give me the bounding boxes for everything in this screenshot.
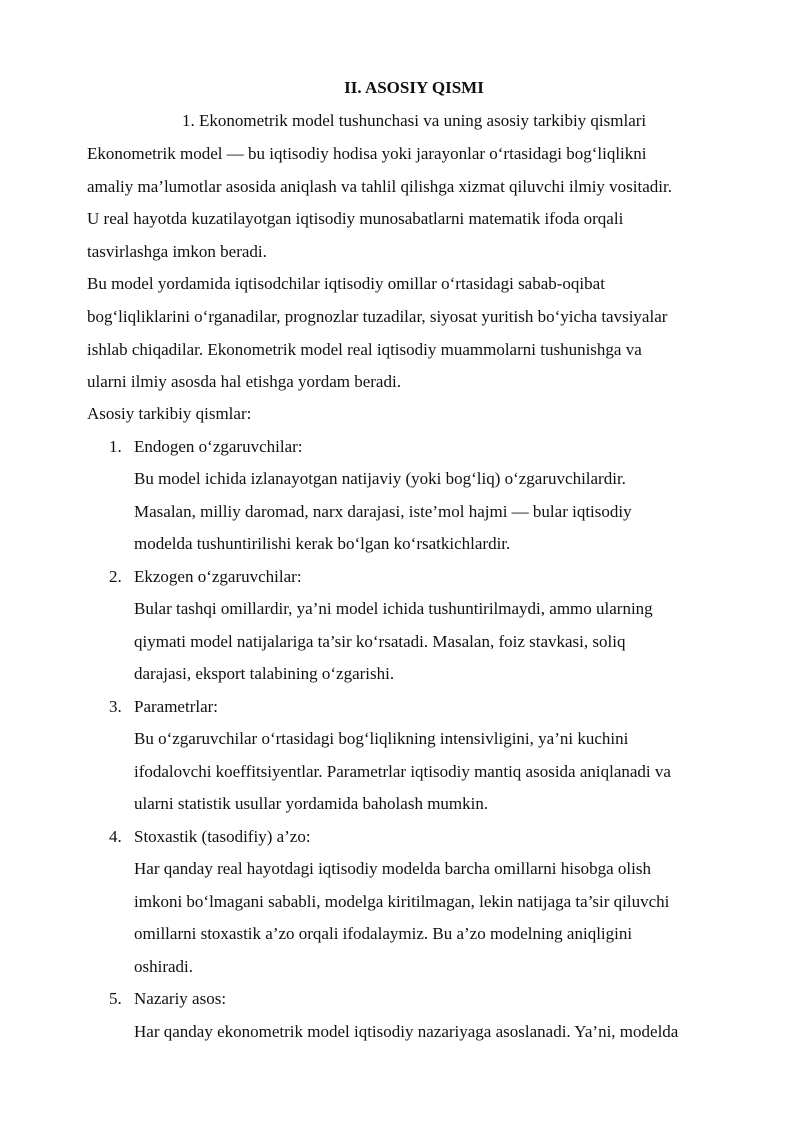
- paragraph-line: amaliy ma’lumotlar asosida aniqlash va tahlil qilishga xizmat qiluvchi ilmiy vositadir.: [87, 177, 672, 196]
- list-item-text: Bu model ichida izlanayotgan natijaviy (yoki bog‘liq) o‘zgaruvchilardir.: [134, 469, 626, 488]
- list-item-number: 1.: [109, 437, 122, 456]
- list-item-text: omillarni stoxastik a’zo orqali ifodalaymiz. Bu a’zo modelning aniqligini: [134, 924, 633, 943]
- list-item-text: ularni statistik usullar yordamida baholash mumkin.: [134, 794, 489, 813]
- list-item-text: modelda tushuntirilishi kerak bo‘lgan ko‘rsatkichlardir.: [134, 534, 511, 553]
- list-item-number: 5.: [109, 989, 122, 1008]
- list-item-text: Masalan, milliy daromad, narx darajasi, iste’mol hajmi — bular iqtisodiy: [134, 502, 632, 521]
- components-heading: Asosiy tarkibiy qismlar:: [87, 404, 252, 423]
- list-item-title: Ekzogen o‘zgaruvchilar:: [134, 567, 302, 586]
- list-item-heading: [109, 566, 302, 588]
- list-item-text: qiymati model natijalariga ta’sir ko‘rsatadi. Masalan, foiz stavkasi, soliq: [134, 632, 626, 651]
- paragraph-line: tasvirlashga imkon beradi.: [87, 242, 267, 261]
- paragraph-line: ishlab chiqadilar. Ekonometrik model real iqtisodiy muammolarni tushunishga va: [87, 340, 642, 359]
- list-item-title: Parametrlar:: [134, 697, 219, 716]
- list-item-heading: [109, 696, 218, 718]
- list-item-text: Bu o‘zgaruvchilar o‘rtasidagi bog‘liqlikning intensivligini, ya’ni kuchini: [134, 729, 629, 748]
- list-item-text: Har qanday real hayotdagi iqtisodiy modelda barcha omillarni hisobga olish: [134, 859, 651, 878]
- list-item-text: Bular tashqi omillardir, ya’ni model ichida tushuntirilmaydi, ammo ularning: [134, 599, 653, 618]
- list-item-title: Stoxastik (tasodifiy) a’zo:: [134, 827, 311, 846]
- list-item-title: Endogen o‘zgaruvchilar:: [134, 437, 303, 456]
- list-item-heading: [109, 436, 303, 458]
- list-item-text: Har qanday ekonometrik model iqtisodiy nazariyaga asoslanadi. Ya’ni, modelda: [134, 1022, 679, 1041]
- list-item-number: 4.: [109, 827, 122, 846]
- list-item-heading: [109, 988, 226, 1010]
- list-item-text: darajasi, eksport talabining o‘zgarishi.: [134, 664, 395, 683]
- paragraph-line: U real hayotda kuzatilayotgan iqtisodiy munosabatlarni matematik ifoda orqali: [87, 209, 624, 228]
- paragraph-line: Bu model yordamida iqtisodchilar iqtisodiy omillar o‘rtasidagi sabab-oqibat: [87, 274, 605, 293]
- list-item-text: imkoni bo‘lmagani sababli, modelga kiritilmagan, lekin natijaga ta’sir qiluvchi: [134, 892, 670, 911]
- section-title: II. ASOSIY QISMI: [344, 78, 484, 97]
- list-item-text: oshiradi.: [134, 957, 194, 976]
- list-item-number: 2.: [109, 567, 122, 586]
- paragraph-line: Ekonometrik model — bu iqtisodiy hodisa yoki jarayonlar o‘rtasidagi bog‘liqlikni: [87, 144, 647, 163]
- list-item-heading: [109, 826, 311, 848]
- list-item-text: ifodalovchi koeffitsiyentlar. Parametrlar iqtisodiy mantiq asosida aniqlanadi va: [134, 762, 671, 781]
- list-item-title: Nazariy asos:: [134, 989, 227, 1008]
- subsection-title: 1. Ekonometrik model tushunchasi va uning asosiy tarkibiy qismlari: [182, 111, 647, 130]
- paragraph-line: bog‘liqliklarini o‘rganadilar, prognozlar tuzadilar, siyosat yuritish bo‘yicha tavsiyalar: [87, 307, 668, 326]
- paragraph-line: ularni ilmiy asosda hal etishga yordam beradi.: [87, 372, 401, 391]
- list-item-number: 3.: [109, 697, 122, 716]
